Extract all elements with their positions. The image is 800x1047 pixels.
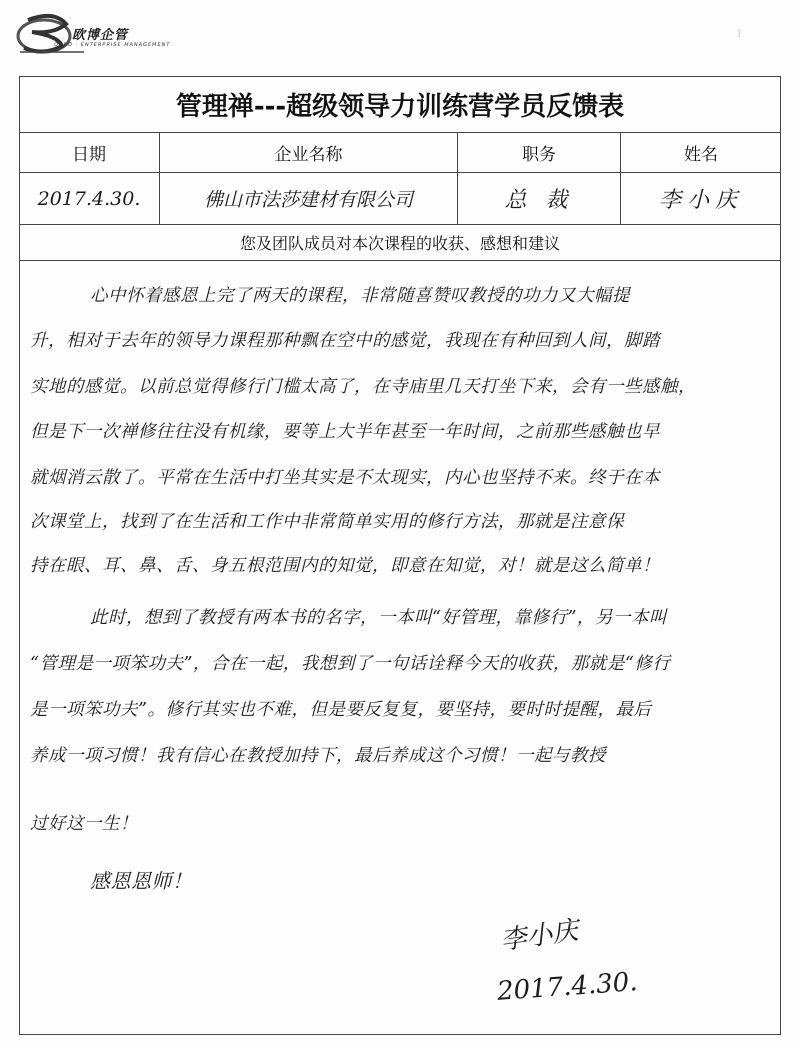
prompt-row	[19, 225, 781, 261]
feedback-line: 是一项笨功夫”。修行其实也不难，但是要反复复，要坚持，要时时提醒，最后	[30, 700, 652, 720]
header-row	[19, 133, 781, 173]
feedback-line: 养成一项习惯！我有信心在教授加持下，最后养成这个习惯！一起与教授	[30, 746, 606, 766]
value-name-cell	[620, 173, 781, 224]
form-title-row	[19, 76, 781, 133]
header-company: 企业名称	[274, 145, 343, 165]
feedback-line: 此时，想到了教授有两本书的名字，一本叫“好管理，靠修行”，另一本叫	[90, 608, 667, 628]
signature-name: 李小庆	[498, 915, 581, 957]
feedback-line: 过好这一生！	[30, 814, 138, 834]
form-title: 管理禅---超级领导力训练营学员反馈表	[175, 91, 625, 122]
value-row	[19, 173, 781, 225]
logo-name: 欧博企管	[72, 28, 129, 43]
header-position: 职务	[522, 145, 556, 165]
header-position-cell	[457, 133, 620, 172]
feedback-line: 实地的感觉。以前总觉得修行门槛太高了，在寺庙里几天打坐下来，会有一些感触，	[30, 377, 696, 397]
feedback-line: “管理是一项笨功夫”，合在一起，我想到了一句话诠释今天的收获，那就是“修行	[30, 654, 671, 674]
feedback-line: 次课堂上，找到了在生活和工作中非常简单实用的修行方法，那就是注意保	[30, 512, 624, 532]
feedback-line: 心中怀着感恩上完了两天的课程，非常随喜赞叹教授的功力又大幅提	[90, 286, 630, 306]
company-logo	[14, 12, 174, 56]
header-name-cell	[620, 133, 781, 172]
value-date: 2017.4.30.	[37, 187, 141, 210]
header-date-cell	[19, 133, 159, 172]
header-date: 日期	[72, 145, 106, 165]
logo-subtitle: OUBO · ENTERPRISE MANAGEMENT	[53, 42, 171, 48]
feedback-line: 升，相对于去年的领导力课程那种飘在空中的感觉，我现在有种回到人间，脚踏	[30, 331, 660, 351]
feedback-line: 就烟消云散了。平常在生活中打坐其实是不太现实，内心也坚持不来。终于在本	[30, 468, 660, 488]
feedback-line: 但是下一次禅修往往没有机缘，要等上大半年甚至一年时间，之前那些感触也早	[30, 422, 660, 442]
value-name: 李小庆	[658, 188, 743, 213]
header-company-cell	[159, 133, 457, 172]
signature-date: 2017.4.30.	[496, 967, 639, 1007]
value-company-cell	[159, 173, 457, 224]
feedback-prompt: 您及团队成员对本次课程的收获、感想和建议	[239, 234, 560, 253]
value-position: 总 裁	[504, 188, 574, 213]
value-position-cell	[457, 173, 620, 224]
corner-mark: ⟟	[737, 26, 742, 40]
feedback-line: 持在眼、耳、鼻、舌、身五根范围内的知觉，即意在知觉，对！就是这么简单！	[30, 556, 660, 576]
value-date-cell	[19, 173, 159, 224]
header-name: 姓名	[684, 145, 718, 165]
feedback-line: 感恩恩师！	[90, 869, 193, 893]
value-company: 佛山市法莎建材有限公司	[203, 189, 413, 211]
